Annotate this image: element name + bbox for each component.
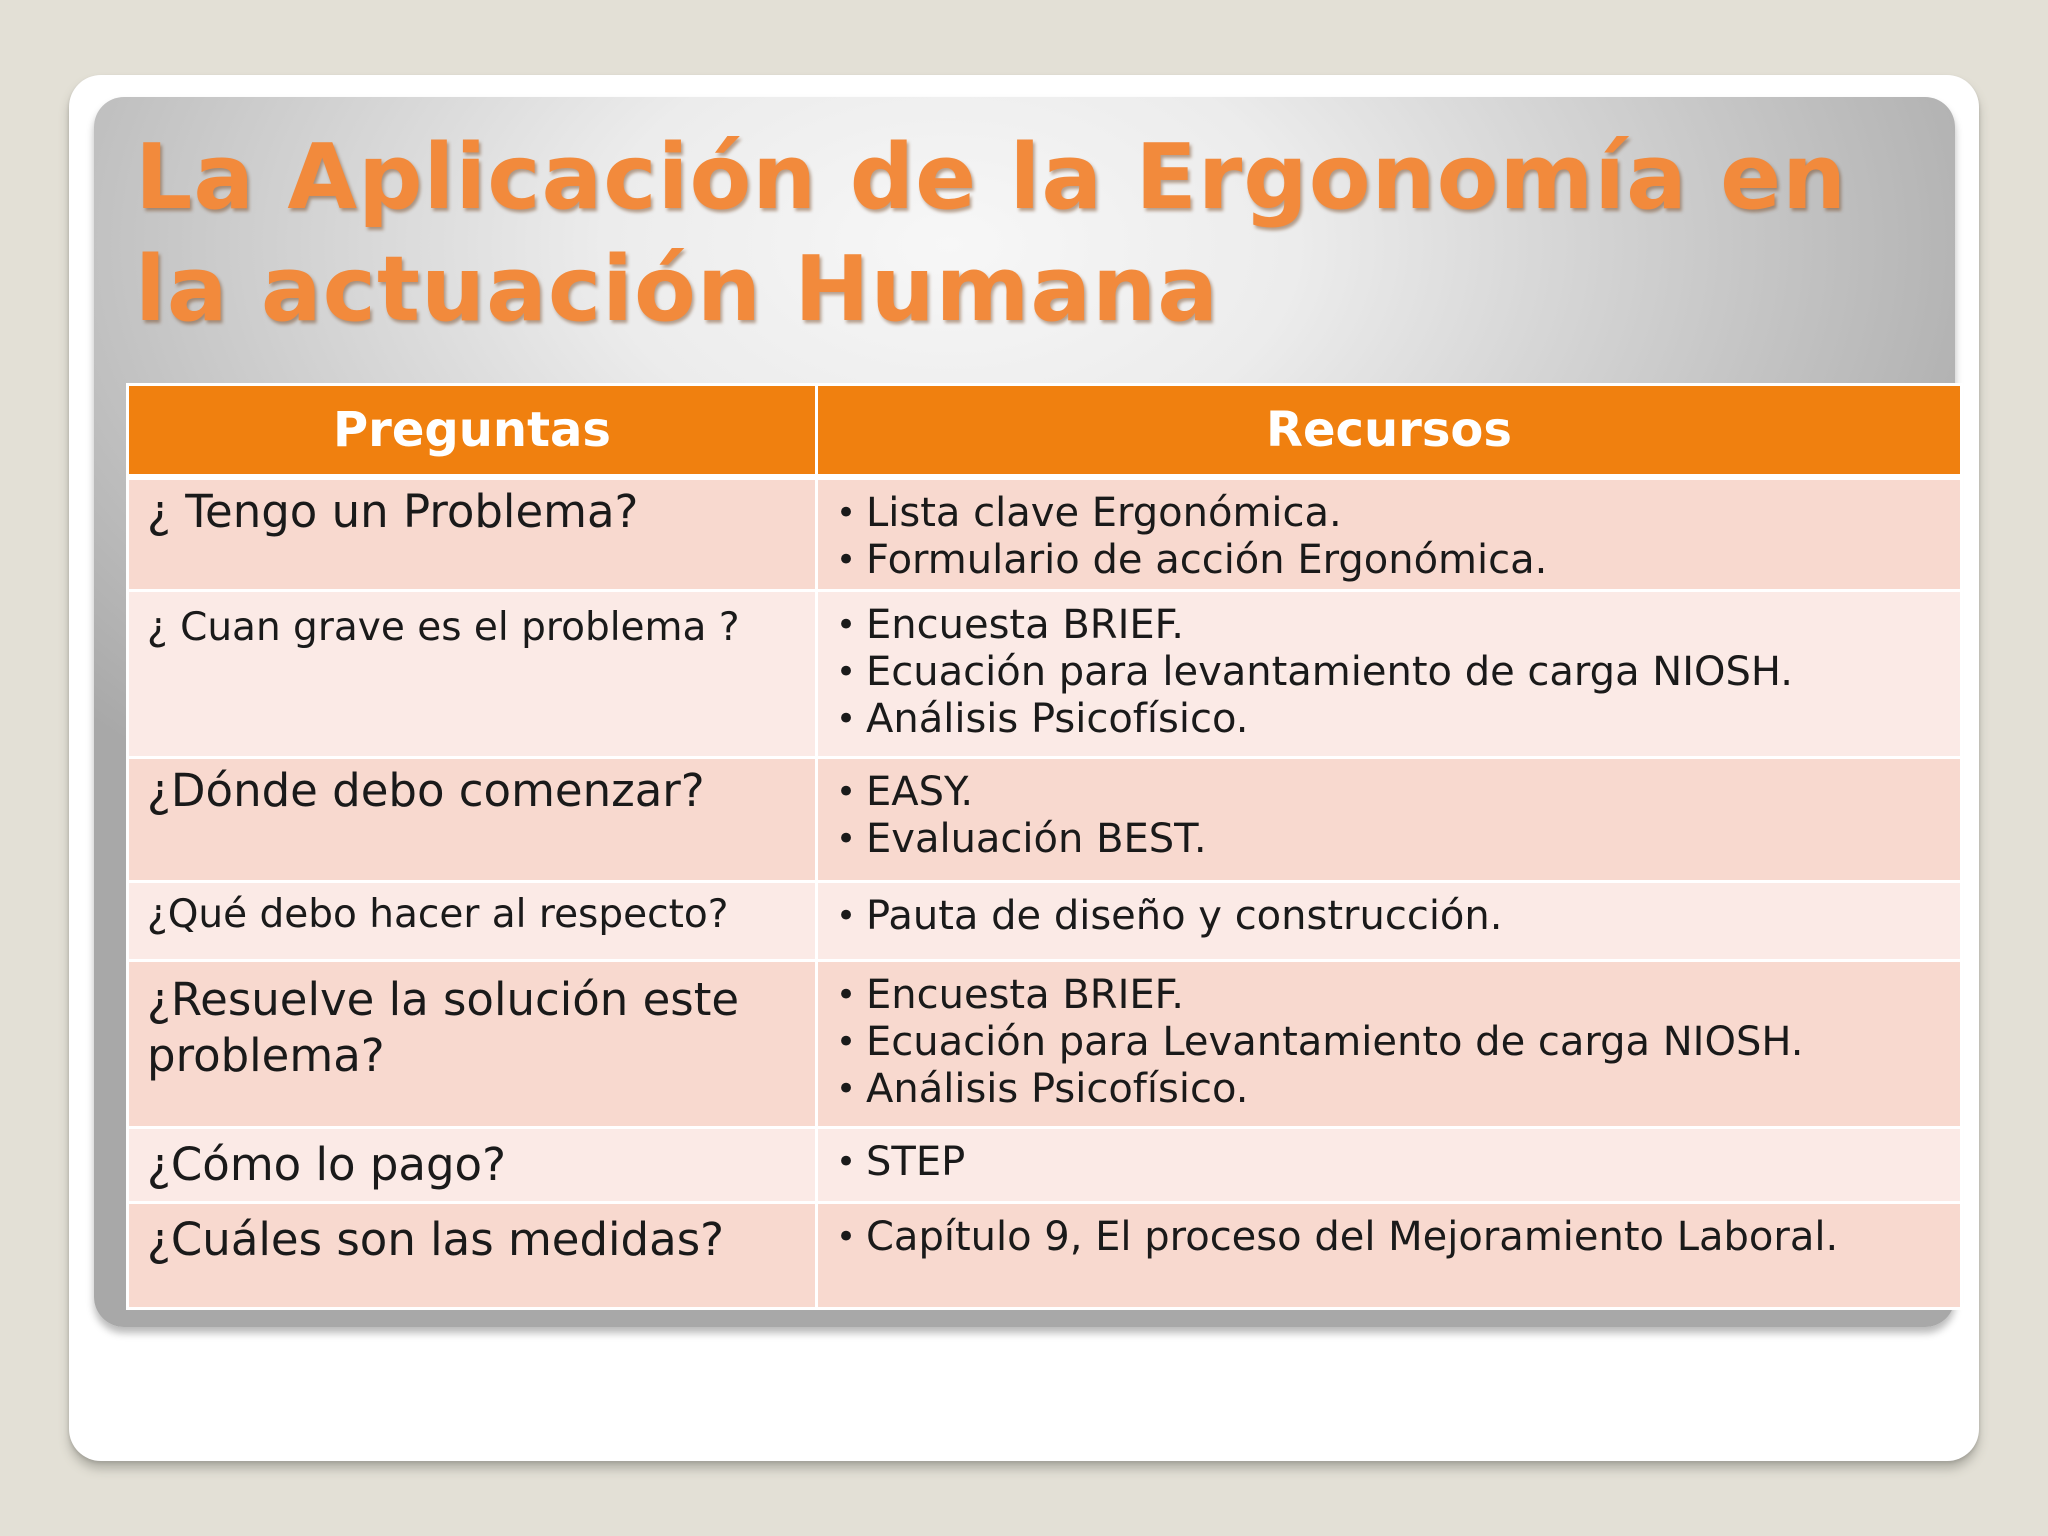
question-cell: ¿Resuelve la solución este problema? [128, 960, 817, 1127]
resource-list [836, 1214, 1942, 1261]
resource-item: • Formulario de acción Ergonómica. [836, 537, 1942, 584]
column-header-preguntas: Preguntas [128, 385, 817, 478]
resource-item: • Encuesta BRIEF. [836, 602, 1942, 649]
slide-title-line-2: la actuación Humana [135, 237, 1219, 342]
resource-item: • Ecuación para Levantamiento de carga NIOSH. [836, 1019, 1942, 1066]
question-cell: ¿Qué debo hacer al respecto? [128, 881, 817, 960]
table-row [128, 881, 1962, 960]
resources-cell [817, 1202, 1962, 1308]
resource-item: • Análisis Psicofísico. [836, 696, 1942, 743]
resources-cell [817, 960, 1962, 1127]
question-cell: ¿ Cuan grave es el problema ? [128, 590, 817, 757]
column-header-recursos: Recursos [817, 385, 1962, 478]
resource-item: • Lista clave Ergonómica. [836, 490, 1942, 537]
resources-cell [817, 1127, 1962, 1202]
question-cell: ¿Cuáles son las medidas? [128, 1202, 817, 1308]
resource-list [836, 602, 1942, 743]
slide-title [135, 122, 1935, 346]
question-cell: ¿ Tengo un Problema? [128, 477, 817, 590]
resource-list [836, 769, 1942, 863]
resource-list [836, 972, 1942, 1113]
resources-cell [817, 757, 1962, 881]
table-row [128, 757, 1962, 881]
resources-cell [817, 477, 1962, 590]
resource-item: • STEP [836, 1139, 1942, 1186]
resource-item: • EASY. [836, 769, 1942, 816]
question-cell: ¿Dónde debo comenzar? [128, 757, 817, 881]
resource-item: • Pauta de diseño y construcción. [836, 893, 1942, 940]
resources-cell [817, 881, 1962, 960]
resource-list [836, 1139, 1942, 1186]
resource-item: • Encuesta BRIEF. [836, 972, 1942, 1019]
questions-resources-table [126, 383, 1960, 1310]
slide-title-line-1: La Aplicación de la Ergonomía en [135, 125, 1848, 230]
table-row [128, 1202, 1962, 1308]
table-row [128, 477, 1962, 590]
resource-list [836, 490, 1942, 584]
table-row [128, 960, 1962, 1127]
resource-item: • Ecuación para levantamiento de carga NIOSH. [836, 649, 1942, 696]
table-row [128, 590, 1962, 757]
question-cell: ¿Cómo lo pago? [128, 1127, 817, 1202]
resources-cell [817, 590, 1962, 757]
table-row [128, 1127, 1962, 1202]
resource-item: • Análisis Psicofísico. [836, 1066, 1942, 1113]
resource-list [836, 893, 1942, 940]
resource-item: • Evaluación BEST. [836, 816, 1942, 863]
resource-item: • Capítulo 9, El proceso del Mejoramiento Laboral. [836, 1214, 1942, 1261]
table-header-row [128, 385, 1962, 478]
